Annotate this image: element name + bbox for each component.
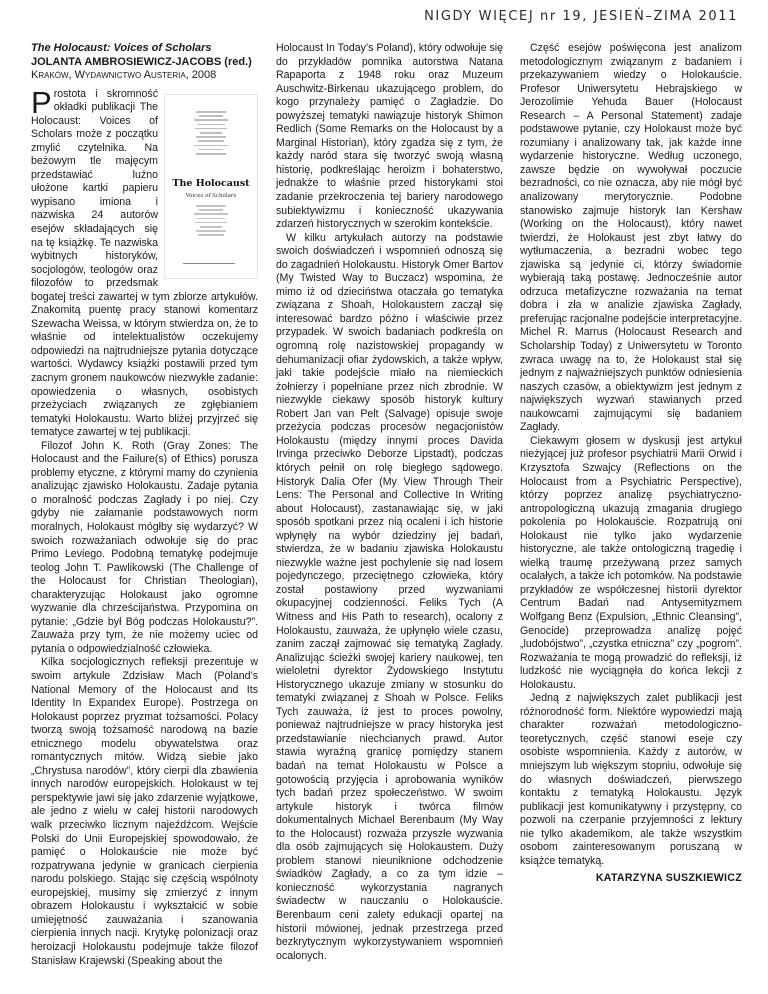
cover-title: The Holocaust [172,177,250,189]
paragraph-1-text: rostota i skromność okładki publikacji The Holocaust: Voices of Scholars może z początku zmylić czytelnika. Na beżowym tle majęcym przedstawiać luźno ułożone kartki papieru wypisano imiona i nazwiska 24 autorów esejów składających się na tę książkę. Te nazwiska wybitnych historyków, socjologów, teologów oraz filozofów to przedsmak bogatej treści zawartej w tym zbiorze artykułów. Znakomitą puentę pracy stanowi komentarz Szewacha Weissa, w którym stwierdza on, że to właśnie od intelektualistów oczekujemy odpowiedzi na najtrudniejsze pytania dotyczące wartości. Wydawcy książki postawili przed tym zacnym gronem naukowców niezwykłe zadanie: opowiedzenia o własnych, osobistych przeżyciach związanych ze zgłębianiem tematyki Holokaustu. Warto bliżej przyjrzeć się tematyce zawartej w tej publikacji. [31,87,258,439]
book-title: The Holocaust: Voices of Scholars [31,42,212,54]
column-2 [276,42,503,963]
paragraph-4: W kilku artykułach autorzy na podstawie swoich doświadczeń i wspomnień odnoszą się do zagadnień Holokaustu. Historyk Omer Bartov (My Twisted Way to Buczacz) wspomina, że mimo iż od dzieciństwa otaczała go tematyka związana z Shoah, Holokaustem zaczął się interesować bardzo późno i właściwie przez przypadek. W swoich badaniach podkreśla on ogromną rolę nazistowskiej propagandy w dehumanizacji ofiar żydowskich, a także wpływ, jaki takie podejście miało na niemieckich żołnierzy i popełniane przez nich zbrodnie. W niezwykle ciekawy sposób historyk kultury Robert Jan van Pelt (Salvage) opisuje swoje przeżycia podczas procesów negacjonistów Holokaustu (między innymi proces Davida Irvinga przeciwko Deborze Lipstadt), podczas których pełnił on rolę biegłego sądowego. Historyk Dalia Ofer (My View Through Their Lens: The Personal and Collective In Writing about Holocaust), zastanawiając się, w jaki sposób spotkani przez nią ocaleni i ich historie wpłynęły na wybór dziedziny jej badań, stwierdza, że w badaniu zjawiska Holokaustu niezwykle ważne jest pochylenie się nad losem pojedynczego, przeciętnego człowieka, który został postawiony przed wyzwaniami okupacyjnej codzienności. Feliks Tych (A Witness and His Path to research), ocalony z Holokaustu, zauważa, że upłynęło wiele czasu, zanim zaczął zajmować się tematyką Zagłady. Analizując ścieżki swojej kariery naukowej, ten wieloletni dyrektor Żydowskiego Instytutu Historycznego ukazuje zmiany w stosunku do tematyki związanej z Shoah w Polsce. Feliks Tych zauważa, iż jest to proces powolny, ponieważ najtrudniejsze w pracy historyka jest przedstawianie niechcianych prawd. Autor stawia wyraźną granicę pomiędzy stanem badań na temat Holokaustu w Polsce a gotowością przyjęcia i aprobowania wyników tych badań przez społeczeństwo. W swoim artykule historyk i twórca filmów dokumentalnych Michael Berenbaum (My Way to the Holocaust) rozważa przyszłe wyzwania dla osób zajmujących się Holokaustem. Duży problem stanowi nieuniknione odchodzenie świadków Zagłady, a co za tym idzie – konieczność wykorzystania nagranych świadectw w nauczaniu o Holokauście. Berenbaum ceni zalety edukacji opartej na historii mówionej, jednak przestrzega przed bezkrytycznym wykorzystywaniem wspomnień ocalonych. [276,231,503,962]
running-header: NIGDY WIĘCEJ nr 19, JESIEŃ–ZIMA 2011 [424,9,738,24]
column-1 [31,42,258,968]
book-publisher: Kraków, Wydawnictwo Austeria, 2008 [31,69,217,81]
paragraph-2: Filozof John K. Roth (Gray Zones: The Holocaust and the Failure(s) of Ethics) porusza problemy etyczne, z którymi mamy do czynienia analizując zjawisko Holokaustu. Zadaje pytania o moralność podczas Zagłady i po niej. Czy gdyby nie załamanie podstawowych norm moralnych, Holokaust mógłby się wydarzyć? W swoich rozważaniach odwołuje się do prac Primo Leviego. Podobną tematykę podejmuje teolog John T. Pawlikowski (The Challenge of the Holocaust for Christian Theologian), charakteryzując Holokaust jako ogromne wyzwanie dla chrześcijaństwa. Przypomina on pytanie: „Gdzie był Bóg podczas Holokaustu?”. Zauważa przy tym, że nie możemy uciec od pytania o odpowiedzialność człowieka. [31,439,258,655]
drop-cap: P [31,84,52,120]
author-signature: KATARZYNA SUSZKIEWICZ [595,872,742,885]
cover-publisher-mark [183,263,235,270]
column-3 [520,42,742,886]
cover-subtitle: Voices of Scholars [185,192,237,199]
book-author: JOLANTA AMBROSIEWICZ-JACOBS (red.) [31,55,252,68]
paragraph-3: Kilka socjologicznych refleksji prezentuje w swoim artykule Zdzisław Mach (Poland’s National Memory of the Holocaust and Its Identity In Expandex Europe). Postrzega on Holokaust poprzez pryzmat tożsamości. Polacy tworzą swoją tożsamość narodową na bazie etnicznego modelu obywatelstwa oraz romantycznych mitów. Widzą siebie jako „Chrystusa narodów”, który cierpi dla zbawienia innych narodów europejskich. Holokaust w tej perspektywie jawi się jako zdarzenie wyjątkowe, ale jedno z wielu w całej historii narodowych walk przeciwko licznym najeźdźcom. Wejście Polski do Unii Europejskiej spowodowało, że pamięć o Holokauście nie może być rozpatrywana jedynie w granicach cierpienia narodu polskiego. Stając się częścią wspólnoty europejskiej, musimy się zmierzyć z innym obrazem Holokaustu i wykształcić w sobie umiejętność zauważania i szanowania cierpienia innych nacji. Krytykę polonizacji oraz heroizacji Holokaustu podejmuje także filozof Stanisław Krajewski (Speaking about the [31,656,258,967]
cover-author-names [165,109,257,158]
cover-more-names [165,203,257,239]
paragraph-continuation: Holocaust In Today’s Poland), który odwołuje się do przykładów pomnika autorstwa Natana Rapaporta z 1948 roku oraz Muzeum Auschwitz-Birkenau ukazującego problem, do kogo przynależy pamięć o Zagładzie. Do powyższej tematyki nawiązuje historyk Shimon Redlich (Some Remarks on the Holocaust by a Marginal Historian), który zgadza się z tym, że każdy naród stara się tworzyć swoją własną historię, podkreślając heroizm i bohaterstwo, jednakże to właśnie przed historykami stoi zadanie przekroczenia tej bariery narodowego subiektywizmu i konieczność ukazywania zdarzeń historycznych w szerokim kontekście. [276,42,503,231]
paragraph-7: Jedną z największych zalet publikacji jest różnorodność form. Niektóre wypowiedzi mają charakter rozważań metodologiczno-teoretycznych, część stanowi eseje czy osobiste wspomnienia. Każdy z autorów, w mniejszym lub większym stopniu, odwołuje się do własnych doświadczeń, pierwszego kontaktu z tematyką Holokaustu. Język publikacji jest komunikatywny i przystępny, co pozwoli na czerpanie przyjemności z lektury nie tylko akademikom, ale także wszystkim osobom zainteresowanym poruszaną w książce tematyką. [520,692,742,867]
paragraph-5: Część esejów poświęcona jest analizom metodologicznym związanym z badaniem i przekazywaniem wiedzy o Holokauście. Profesor Uniwersytetu Hebrajskiego w Jerozolimie Yehuda Bauer (Holocaust Research – A Personal Statement) zadaje podstawowe pytanie, czy Holokaust może być rozumiany i analizowany tak, jak każde inne wydarzenie historyczne. Według uczonego, zawsze będzie on wywoływał poczucie bezradności, co nie oznacza, aby nie mógł być analizowany merytorycznie. Podobne stanowisko zajmuje historyk Ian Kershaw (Working on the Holocaust), który nawet twierdzi, że Holokaust jest zbyt łatwy do wytłumaczenia, a bezradni wobec tego zjawiska są jedynie ci, którzy świadomie wybierają taką postawę. Jednocześnie autor odrzuca metafizyczne rozważania na temat dobra i zła w analizie zjawiska Zagłady, preferując racjonalne podejście interpretacyjne. Michel R. Marrus (Holocaust Research and Scholarship Today) z Uniwersytetu w Toronto zwraca uwagę na to, że Holokaust stał się jednym z najważniejszych punktów odniesienia naszych czasów, a obiektywizm jest jednym z największych wyzwań stawianych przed naukowcami zajmującymi się badaniem Zagłady. [520,42,743,434]
book-cover-image [164,94,258,279]
paragraph-6: Ciekawym głosem w dyskusji jest artykuł nieżyjącej już profesor psychiatrii Marii Orwid i Krzysztofa Szwajcy (Reflections on the Holocaust from a Psychiatric Perspective), którzy poprzez analizę psychiatryczno-antropologiczną ukazują zmagania drugiego pokolenia po Holokauście. Rozpatrują oni Holokaust nie tylko jako wydarzenie historyczne, ale także ontologiczną tragedię i wielką traumę przeżywaną przez samych ocalałych, a także ich potomków. Na podstawie przykładów ze współczesnej historii dyrektor Centrum Badań nad Antysemityzmem Wolfgang Benz (Expulsion, „Ethnic Cleansing”, Genocide) przeprowadza analizę pojęć „ludobójstwo”, „czystka etniczna” czy „pogrom”. Rozważania te mogą prowadzić do refleksji, iż ludzkość nie wyciągnęła do końca lekcji z Holokaustu. [520,434,742,691]
